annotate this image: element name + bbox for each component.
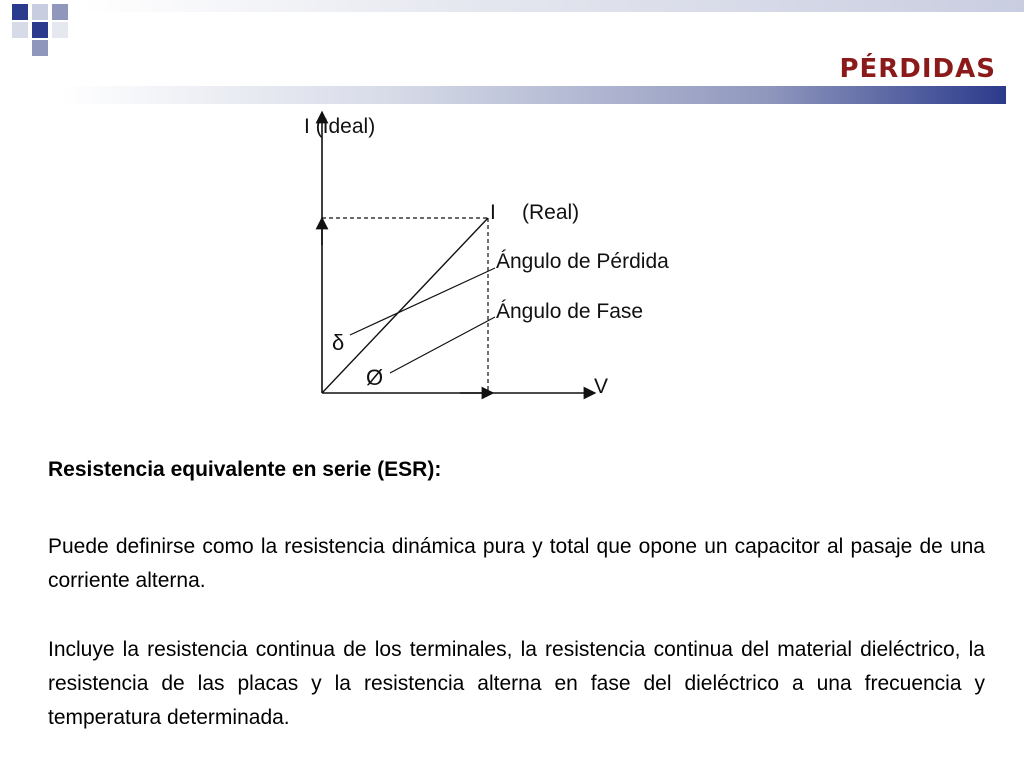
loss-angle-leader xyxy=(350,268,495,335)
header-gradient-bar xyxy=(60,86,1006,104)
real-current-vector xyxy=(322,218,488,393)
section-heading: Resistencia equivalente en serie (ESR): xyxy=(48,458,442,481)
label-delta: δ xyxy=(332,330,345,355)
label-phi: Ø xyxy=(366,365,384,390)
paragraph-definition: Puede definirse como la resistencia dinámica pura y total que opone un capacitor al pasaje de una corriente alterna. xyxy=(48,535,985,592)
label-i-real: I xyxy=(490,201,496,224)
slide-title: PÉRDIDAS xyxy=(839,54,996,84)
corner-decoration xyxy=(0,0,80,60)
paragraph-includes: Incluye la resistencia continua de los terminales, la resistencia continua del material dieléctrico, la resistencia de las placas y la resistencia alterna en fase del dieléctrico a una frecuencia y temperatura determinada. xyxy=(48,638,985,729)
label-i-ideal: I (Ideal) xyxy=(304,115,376,138)
phase-angle-leader xyxy=(390,317,495,373)
label-v: V xyxy=(594,375,609,398)
label-real: (Real) xyxy=(522,201,580,224)
top-decor-bar xyxy=(80,0,1024,12)
label-loss-angle: Ángulo de Pérdida xyxy=(496,250,669,273)
label-phase-angle: Ángulo de Fase xyxy=(496,300,644,323)
phasor-diagram xyxy=(290,105,710,410)
